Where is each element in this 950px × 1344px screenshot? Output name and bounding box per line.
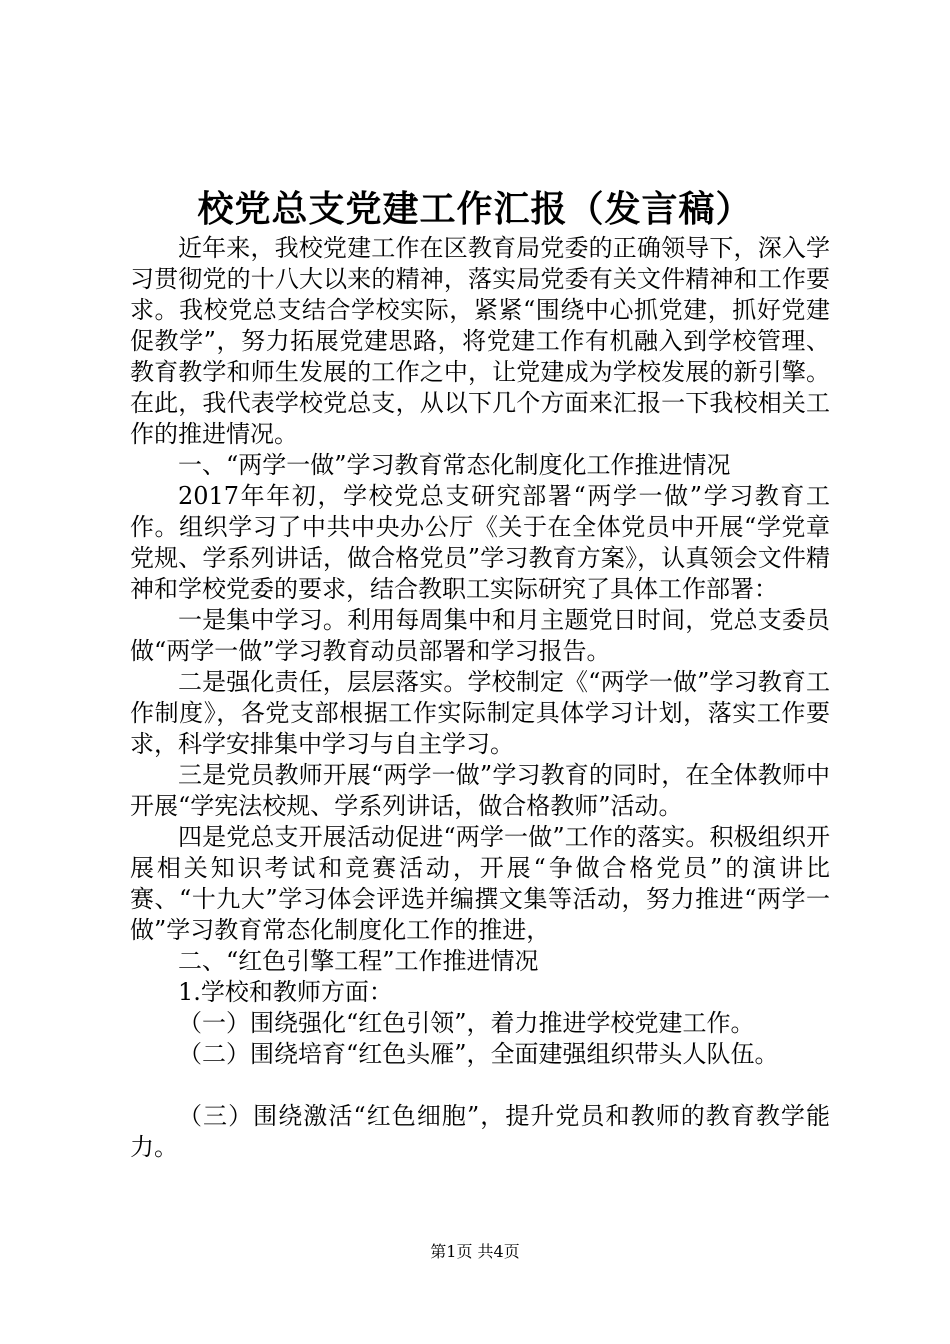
list-item-1: （一）围绕强化“红色引领”，着力推进学校党建工作。 [178, 1009, 755, 1037]
paragraph-point-3: 三是党员教师开展“两学一做”学习教育的同时，在全体教师中开展“学宪法校规、学系列讲话，做合格教师”活动。 [130, 761, 830, 820]
blank-line [130, 1070, 830, 1101]
paragraph-study-deployment: 2017年年初，学校党总支研究部署“两学一做”学习教育工作。组织学习了中共中央办公厅《关于在全体党员中开展“学党章党规、学系列讲话，做合格党员”学习教育方案》，认真领会文件精神和学校党委的要求，结合教职工实际研究了具体工作部署： [130, 482, 830, 603]
document-body [130, 233, 830, 1163]
list-item-2: （二）围绕培育“红色头雁”，全面建强组织带头人队伍。 [178, 1040, 779, 1068]
list-item-3: （三）围绕激活“红色细胞”，提升党员和教师的教育教学能力。 [130, 1102, 830, 1161]
paragraph-point-1: 一是集中学习。利用每周集中和月主题党日时间，党总支委员做“两学一做”学习教育动员部署和学习报告。 [130, 606, 830, 665]
page-footer: 第1页 共4页 [430, 1242, 520, 1261]
paragraph-point-2: 二是强化责任，层层落实。学校制定《“两学一做”学习教育工作制度》，各党支部根据工作实际制定具体学习计划，落实工作要求，科学安排集中学习与自主学习。 [130, 668, 830, 758]
subsection-heading-1: 1.学校和教师方面： [178, 978, 393, 1006]
paragraph-point-4: 四是党总支开展活动促进“两学一做”工作的落实。积极组织开展相关知识考试和竞赛活动，开展“争做合格党员”的演讲比赛、“十九大”学习体会评选并编撰文集等活动，努力推进“两学一做”学习教育常态化制度化工作的推进， [130, 823, 830, 944]
intro-paragraph: 近年来，我校党建工作在区教育局党委的正确领导下，深入学习贯彻党的十八大以来的精神，落实局党委有关文件精神和工作要求。我校党总支结合学校实际，紧紧“围绕中心抓党建，抓好党建促教学”，努力拓展党建思路，将党建工作有机融入到学校管理、教育教学和师生发展的工作之中，让党建成为学校发展的新引擎。在此，我代表学校党总支，从以下几个方面来汇报一下我校相关工作的推进情况。 [130, 234, 830, 448]
section-heading-1: 一、“两学一做”学习教育常态化制度化工作推进情况 [178, 451, 731, 479]
section-heading-2: 二、“红色引擎工程”工作推进情况 [178, 947, 539, 975]
document-title: 校党总支党建工作汇报（发言稿） [197, 188, 753, 230]
